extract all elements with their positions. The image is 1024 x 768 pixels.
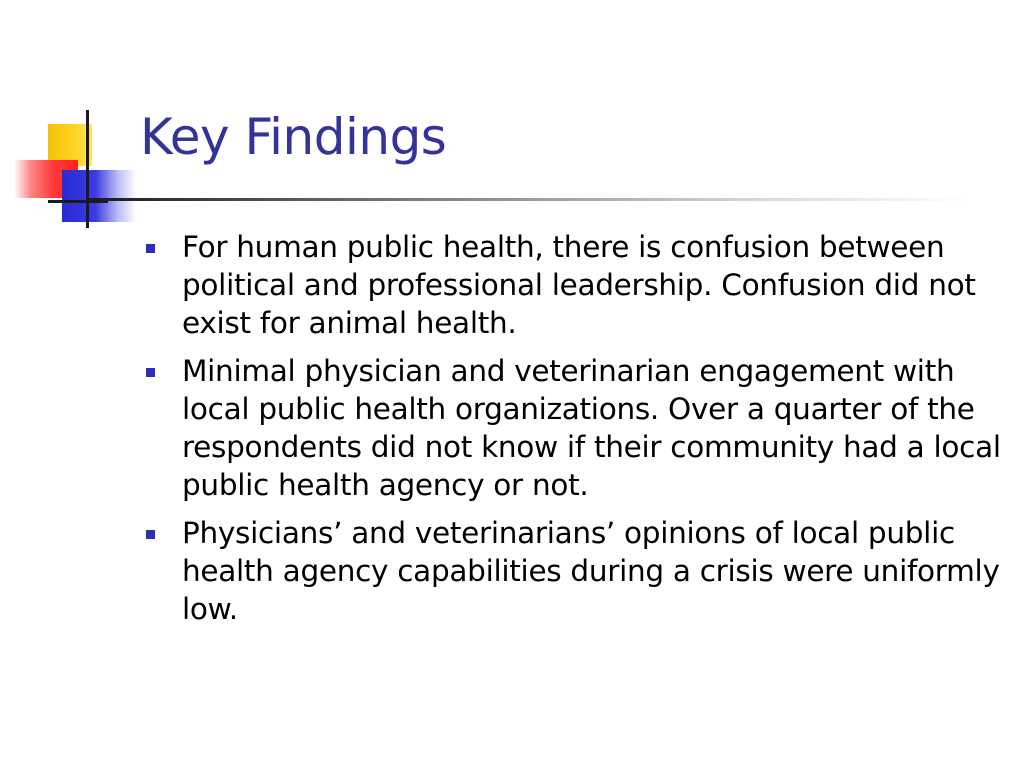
bullet-text: Physicians’ and veterinarians’ opinions of local public health agency capabilities during a crisis were uniformly low.	[182, 516, 1000, 626]
square-bullet-icon	[146, 530, 155, 539]
square-bullet-icon	[146, 244, 155, 253]
bullet-item	[142, 228, 1002, 342]
title-underline	[88, 198, 968, 201]
bullet-item	[142, 352, 1002, 504]
blue-square	[62, 170, 136, 222]
square-bullet-icon	[146, 368, 155, 377]
slide-title: Key Findings	[140, 108, 447, 166]
bullet-text: Minimal physician and veterinarian engagement with local public health organizations. Over a quarter of the respondents did not know if their community had a local public health agency or not.	[182, 354, 1001, 502]
vertical-line	[86, 110, 89, 228]
bullet-item	[142, 514, 1002, 628]
bullet-text: For human public health, there is confusion between political and professional leadership. Confusion did not exist for animal health.	[182, 230, 976, 340]
bullet-list	[142, 228, 1002, 638]
decorative-squares-logo	[0, 0, 140, 230]
